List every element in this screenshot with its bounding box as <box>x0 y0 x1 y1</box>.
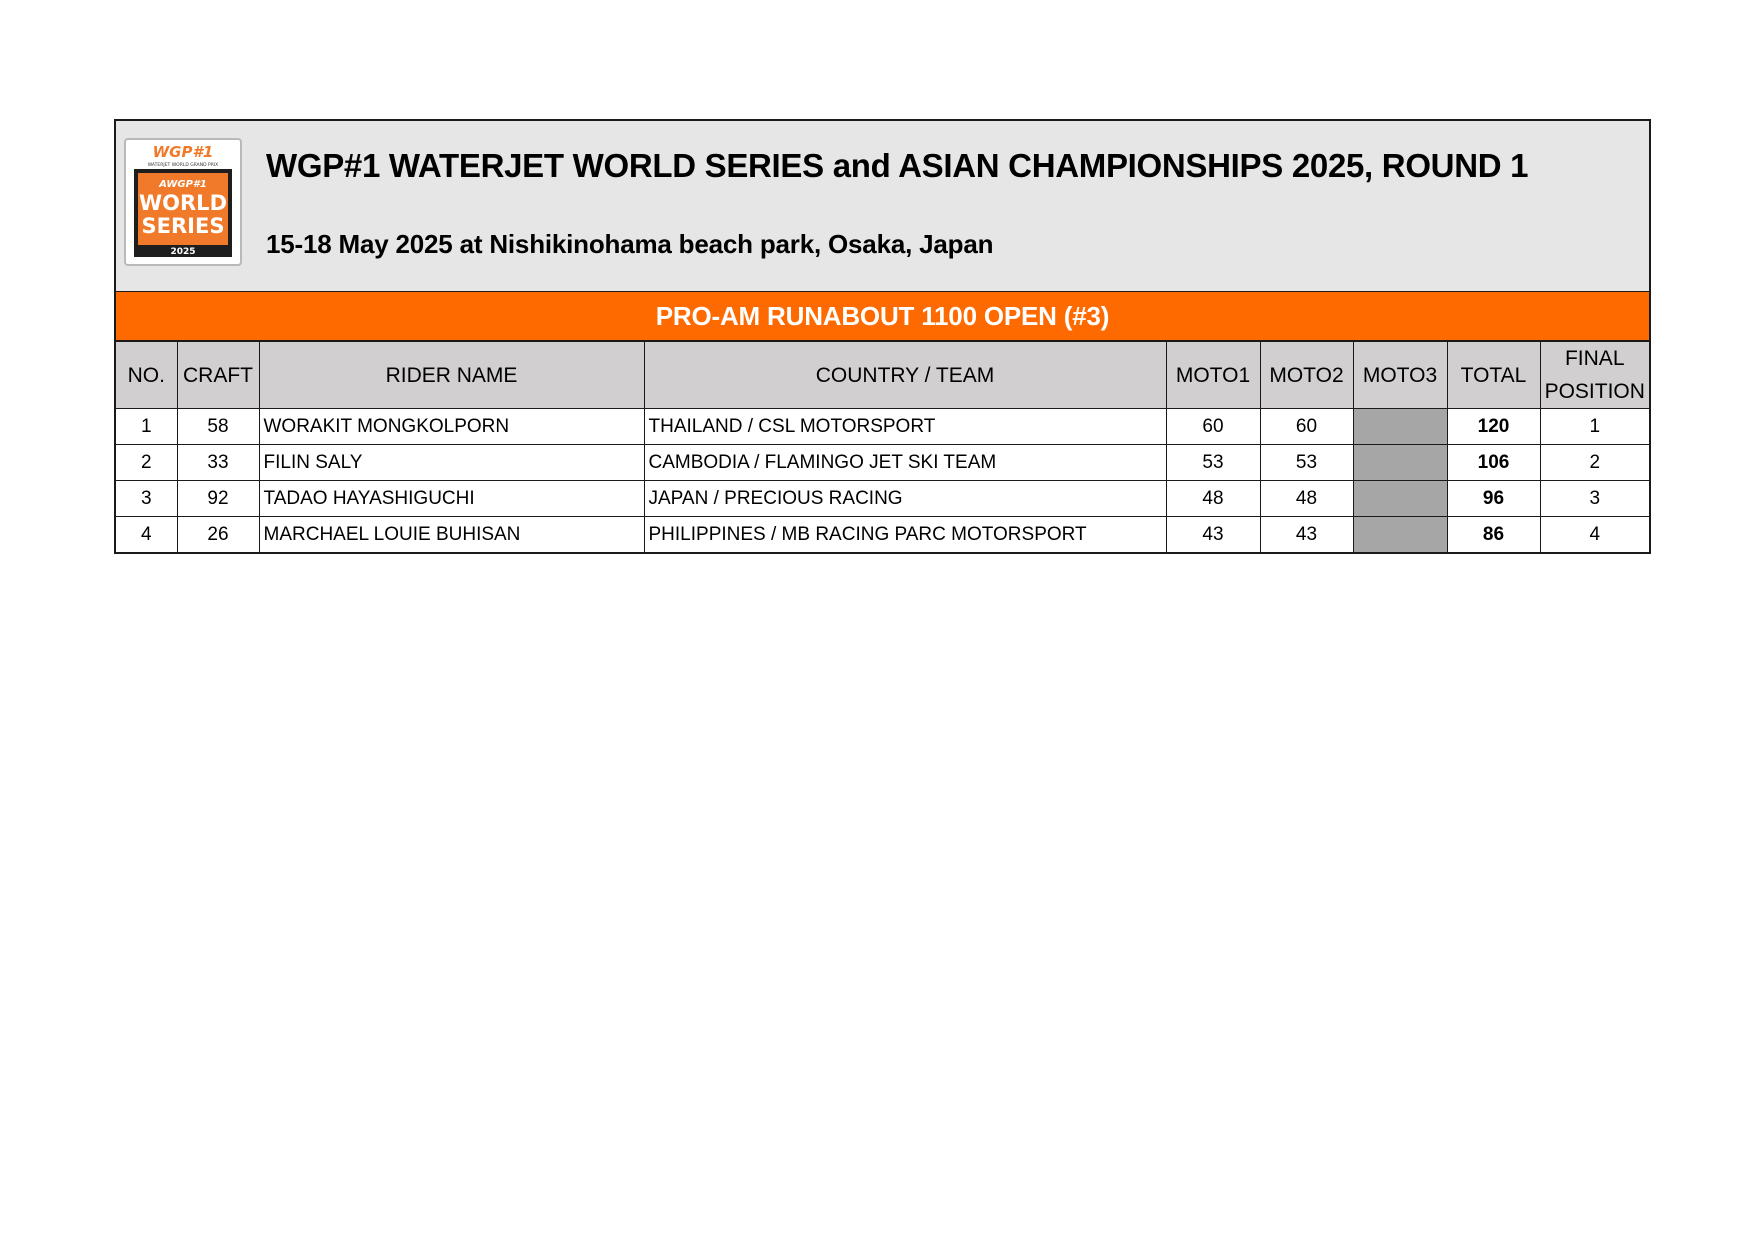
category-banner: PRO-AM RUNABOUT 1100 OPEN (#3) <box>116 292 1649 341</box>
cell-moto1: 60 <box>1166 409 1260 445</box>
results-sheet <box>114 119 1651 554</box>
svg-text:AWGP#1: AWGP#1 <box>159 179 207 190</box>
cell-country-team: JAPAN / PRECIOUS RACING <box>644 481 1166 517</box>
cell-moto3 <box>1353 481 1447 517</box>
cell-no: 4 <box>116 517 177 553</box>
cell-moto3 <box>1353 517 1447 553</box>
cell-total: 86 <box>1447 517 1540 553</box>
table-row <box>116 481 1649 517</box>
cell-moto2: 53 <box>1260 445 1353 481</box>
cell-moto2: 60 <box>1260 409 1353 445</box>
cell-craft: 26 <box>177 517 259 553</box>
cell-country-team: PHILIPPINES / MB RACING PARC MOTORSPORT <box>644 517 1166 553</box>
col-header-total: TOTAL <box>1447 342 1540 409</box>
col-header-moto1: MOTO1 <box>1166 342 1260 409</box>
cell-total: 106 <box>1447 445 1540 481</box>
final-label-line2: POSITION <box>1544 380 1645 403</box>
col-header-moto3: MOTO3 <box>1353 342 1447 409</box>
table-row <box>116 445 1649 481</box>
header-row <box>116 342 1649 409</box>
cell-final-position: 2 <box>1540 445 1649 481</box>
svg-text:WORLD: WORLD <box>139 191 227 215</box>
final-label-line1: FINAL <box>1564 347 1625 370</box>
cell-moto3 <box>1353 445 1447 481</box>
col-header-country-team: COUNTRY / TEAM <box>644 342 1166 409</box>
cell-final-position: 1 <box>1540 409 1649 445</box>
cell-country-team: CAMBODIA / FLAMINGO JET SKI TEAM <box>644 445 1166 481</box>
col-header-moto2: MOTO2 <box>1260 342 1353 409</box>
cell-rider-name: TADAO HAYASHIGUCHI <box>259 481 644 517</box>
cell-total: 96 <box>1447 481 1540 517</box>
cell-no: 2 <box>116 445 177 481</box>
wgp-world-series-logo <box>124 138 242 266</box>
cell-craft: 92 <box>177 481 259 517</box>
svg-text:SERIES: SERIES <box>141 214 225 238</box>
col-header-no: NO. <box>116 342 177 409</box>
event-subtitle: 15-18 May 2025 at Nishikinohama beach park, Osaka, Japan <box>266 229 994 259</box>
cell-moto1: 48 <box>1166 481 1260 517</box>
cell-no: 1 <box>116 409 177 445</box>
cell-rider-name: FILIN SALY <box>259 445 644 481</box>
cell-moto2: 43 <box>1260 517 1353 553</box>
table-row <box>116 517 1649 553</box>
event-title: WGP#1 WATERJET WORLD SERIES and ASIAN CHAMPIONSHIPS 2025, ROUND 1 <box>266 147 1529 184</box>
cell-craft: 33 <box>177 445 259 481</box>
svg-text:WATERJET WORLD GRAND PRIX: WATERJET WORLD GRAND PRIX <box>147 163 219 168</box>
col-header-rider-name: RIDER NAME <box>259 342 644 409</box>
results-table <box>116 341 1649 552</box>
cell-final-position: 4 <box>1540 517 1649 553</box>
cell-moto2: 48 <box>1260 481 1353 517</box>
col-header-craft: CRAFT <box>177 342 259 409</box>
logo-graphic <box>126 140 240 264</box>
cell-rider-name: MARCHAEL LOUIE BUHISAN <box>259 517 644 553</box>
cell-rider-name: WORAKIT MONGKOLPORN <box>259 409 644 445</box>
svg-text:WGP#1: WGP#1 <box>152 143 214 161</box>
cell-craft: 58 <box>177 409 259 445</box>
event-header <box>116 121 1649 292</box>
cell-final-position: 3 <box>1540 481 1649 517</box>
table-row <box>116 409 1649 445</box>
col-header-final-position <box>1540 342 1649 409</box>
cell-moto1: 53 <box>1166 445 1260 481</box>
svg-text:2025: 2025 <box>170 247 196 257</box>
cell-country-team: THAILAND / CSL MOTORSPORT <box>644 409 1166 445</box>
cell-total: 120 <box>1447 409 1540 445</box>
cell-moto1: 43 <box>1166 517 1260 553</box>
cell-moto3 <box>1353 409 1447 445</box>
cell-no: 3 <box>116 481 177 517</box>
